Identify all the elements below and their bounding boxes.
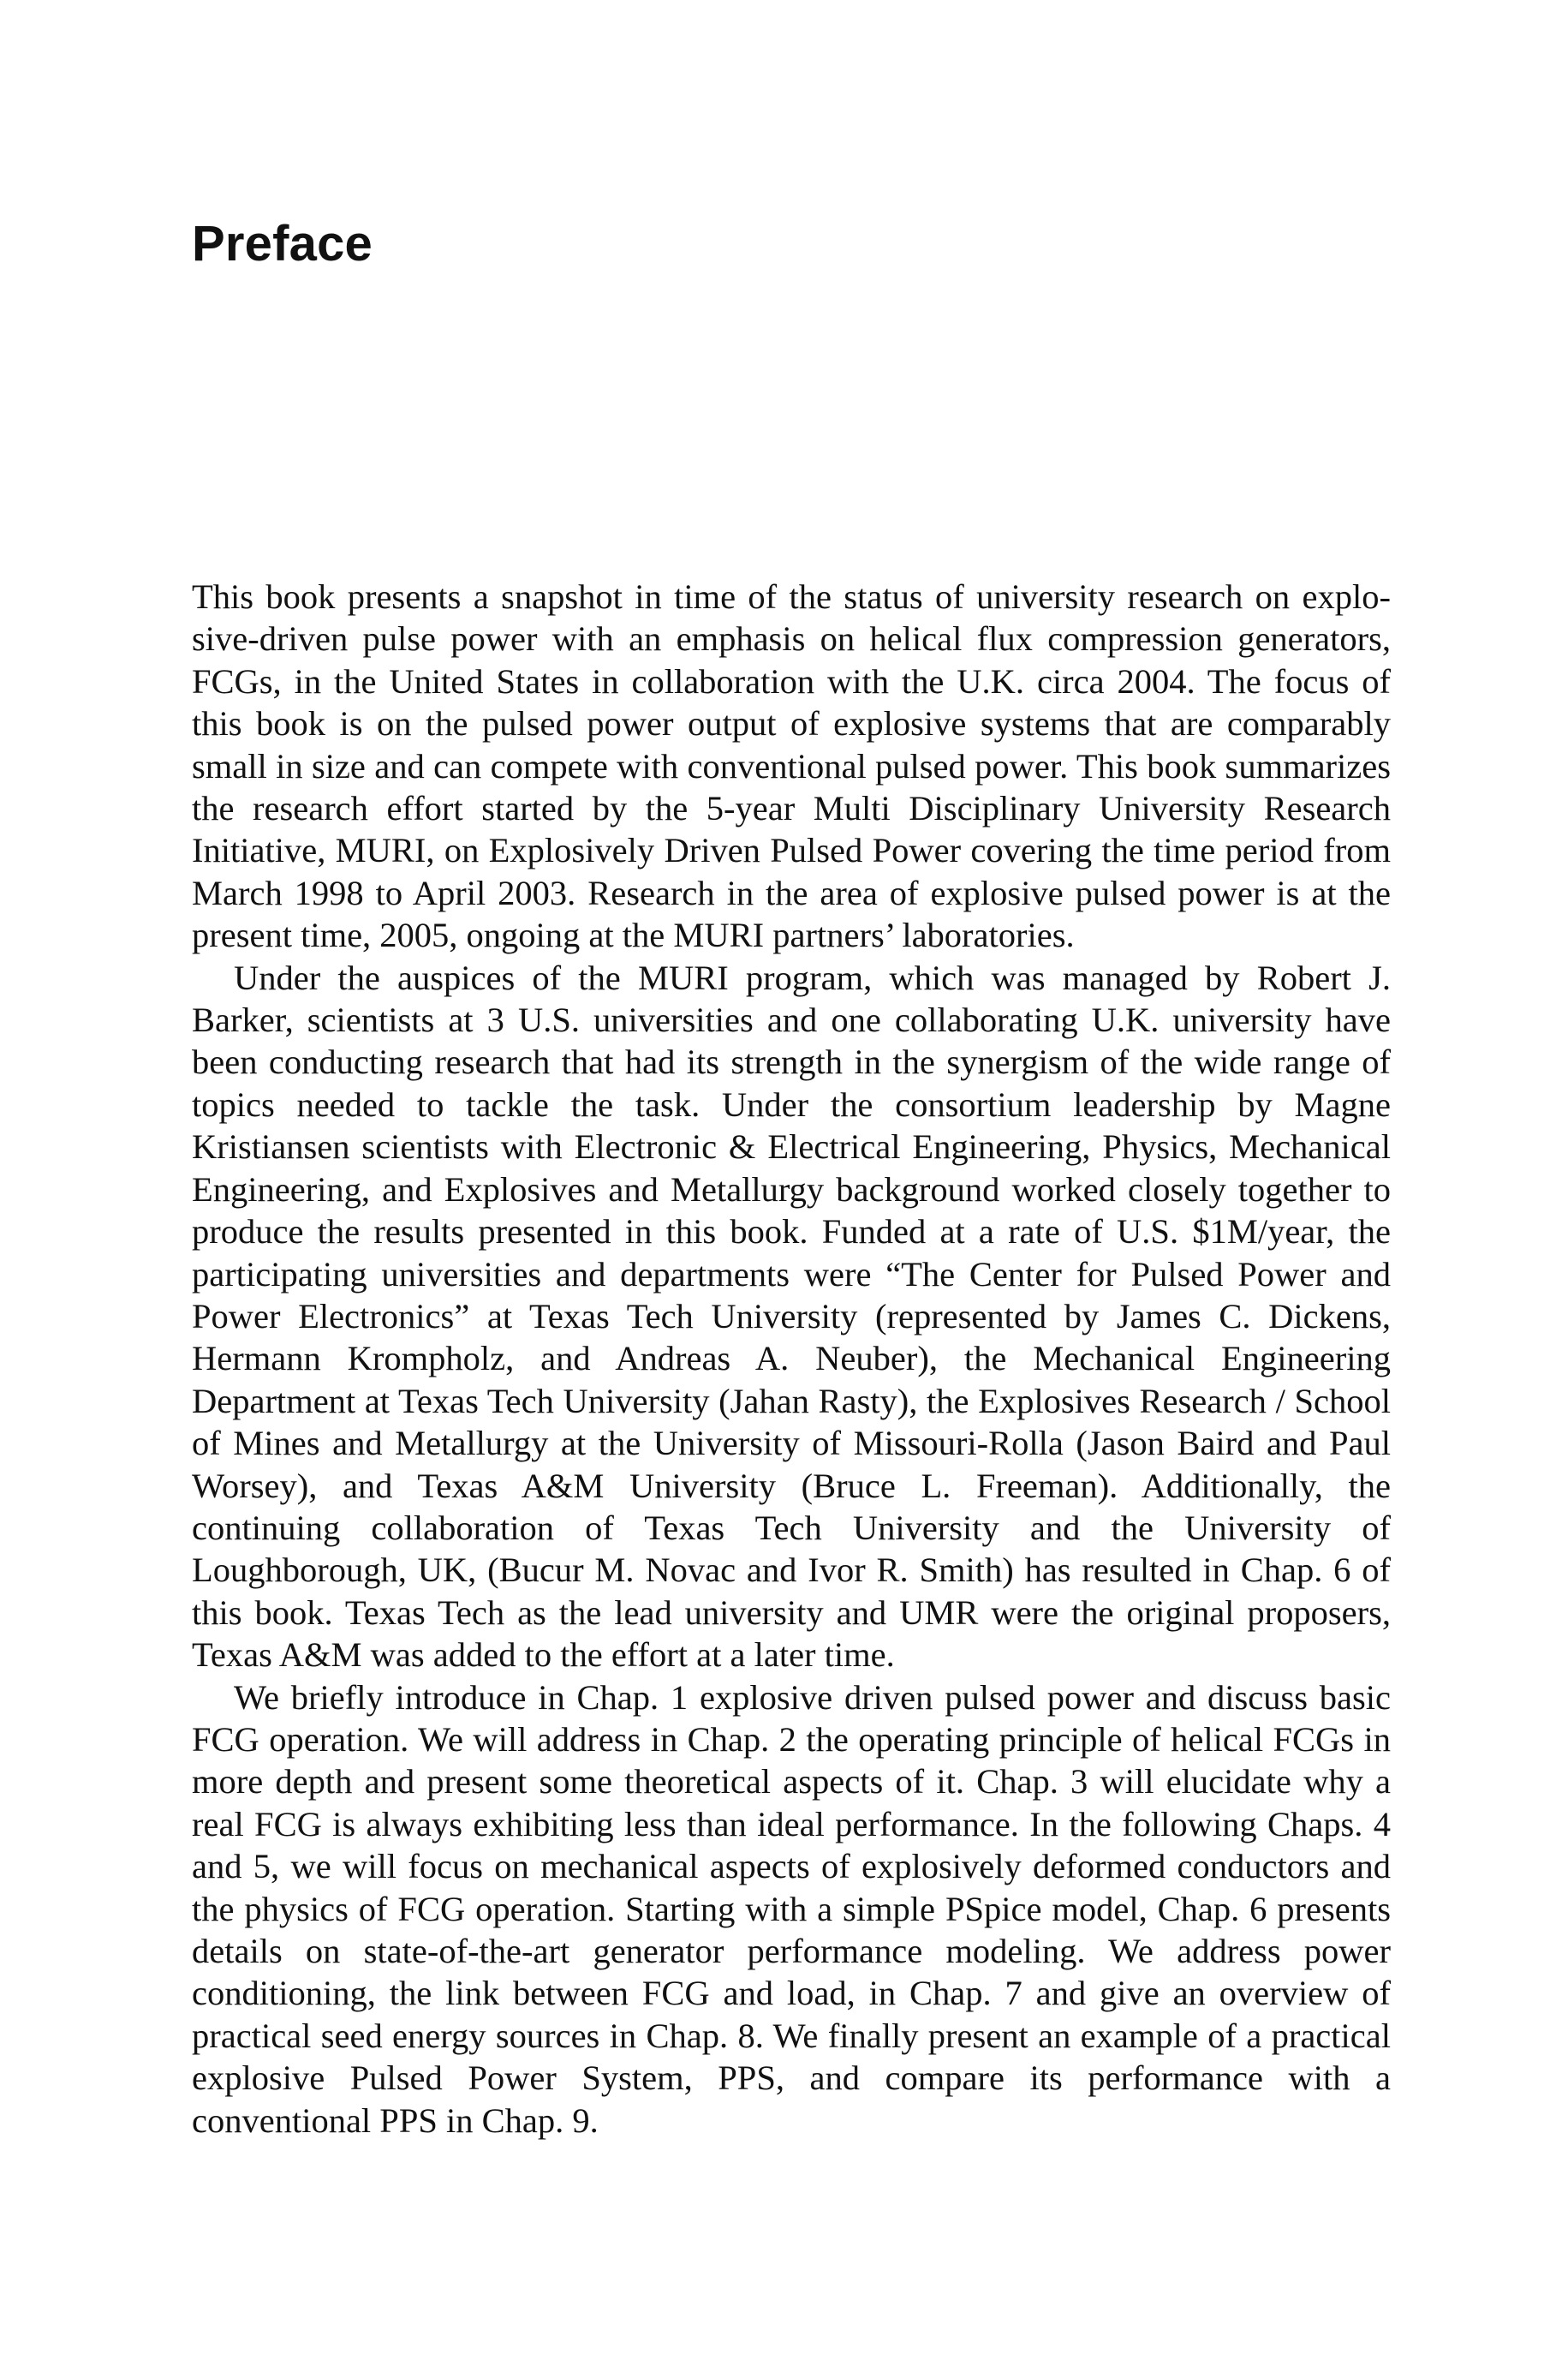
paragraph-3: We briefly introduce in Chap. 1 explosive driven pulsed power and discuss basic FCG operation. We will address in Chap. 2 the operating principle of helical FCGs in more depth and present some theoretical aspects of it. Chap. 3 will elucidate why a real FCG is always exhibiting less than ideal performance. In the following Chaps. 4 and 5, we will focus on mechanical aspects of explosively deformed conductors and the physics of FCG operation. Starting with a simple PSpice model, Chap. 6 presents details on state-of-the-art generator performance modeling. We address power conditioning, the link between FCG and load, in Chap. 7 and give an overview of practical seed energy sources in Chap. 8. We finally present an example of a practical explosive Pulsed Power System, PPS, and compare its performance with a conventional PPS in Chap. 9. [192,1677,1391,2140]
page-title: Preface [192,216,373,272]
paragraph-1: This book presents a snapshot in time of the status of university research on explosive-driven pulse power with an emphasis on helical flux compression generators, FCGs, in the United States in collaboration with the U.K. circa 2004. The focus of this book is on the pulsed power output of explosive systems that are comparably small in size and can compete with conventional pulsed power. This book summarizes the research effort started by the 5-year Multi Disciplinary University Research Initiative, MURI, on Explosively Driven Pulsed Power covering the time period from March 1998 to April 2003. Research in the area of explosive pulsed power is at the present time, 2005, ongoing at the MURI partners’ laboratories. [192,577,1391,955]
preface-body [192,576,1391,2142]
paragraph-2: Under the auspices of the MURI program, which was managed by Robert J. Barker, scientists at 3 U.S. universities and one collaborating U.K. university have been conducting research that had its strength in the synergism of the wide range of topics needed to tackle the task. Under the consortium leadership by Magne Kristiansen scientists with Electronic & Electrical Engineering, Physics, Mechanical Engineering, and Explosives and Metallurgy background worked closely together to produce the results presented in this book. Funded at a rate of U.S. $1M/year, the participating universities and departments were “The Center for Pulsed Power and Power Electronics” at Texas Tech University (represented by James C. Dickens, Hermann Krompholz, and Andreas A. Neuber), the Mechanical Engineering Department at Texas Tech University (Jahan Rasty), the Explosives Research / School of Mines and Metallurgy at the University of Missouri-Rolla (Jason Baird and Paul Worsey), and Texas A&M University (Bruce L. Freeman). Additionally, the continuing collaboration of Texas Tech University and the University of Loughborough, UK, (Bucur M. Novac and Ivor R. Smith) has resulted in Chap. 6 of this book. Texas Tech as the lead university and UMR were the original proposers, Texas A&M was added to the effort at a later time. [192,958,1391,1675]
